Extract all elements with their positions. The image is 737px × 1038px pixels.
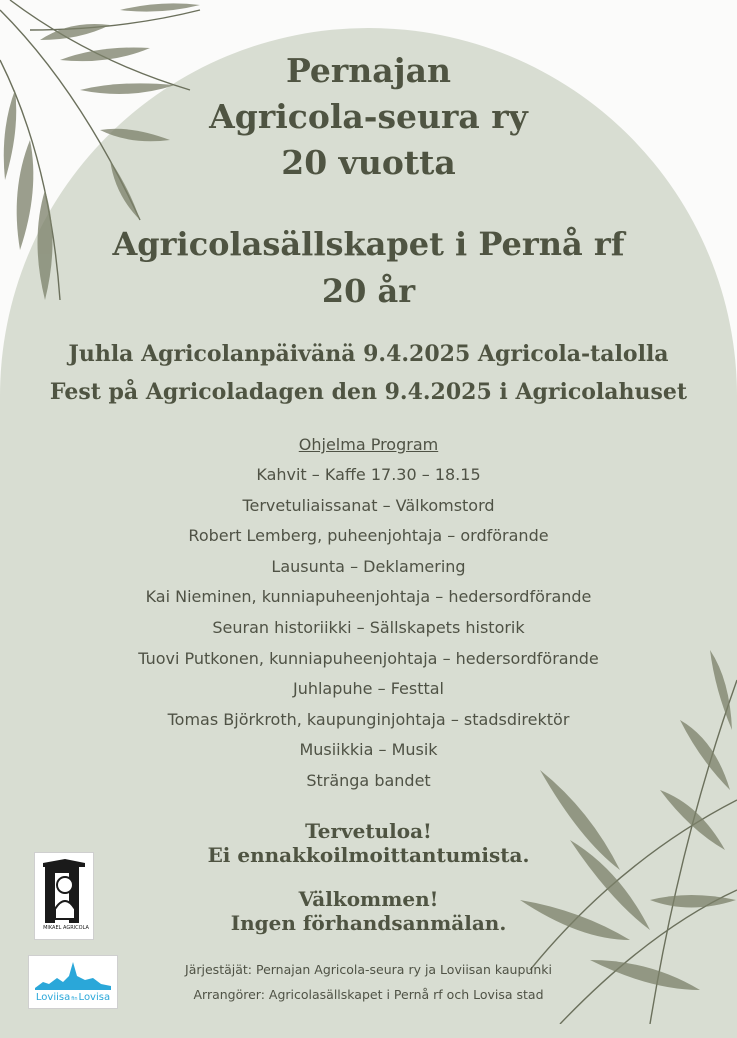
program-item: Juhlapuhe – Festtal bbox=[292, 679, 444, 699]
loviisa-logo-fi: Loviisa bbox=[35, 992, 71, 1003]
program-heading: Ohjelma Program bbox=[298, 435, 439, 454]
program-item: Seuran historiikki – Sällskapets historik bbox=[212, 618, 525, 637]
mikael-agricola-logo bbox=[34, 852, 94, 940]
welcome-fi-2: Ei ennakkoilmoittantumista. bbox=[207, 843, 530, 867]
program-item: Stränga bandet bbox=[306, 771, 431, 790]
title-line5: 20 år bbox=[321, 272, 416, 310]
subtitle-sv: Fest på Agricoladagen den 9.4.2025 i Agricolahuset bbox=[49, 379, 688, 405]
program-item: Lausunta – Deklamering bbox=[271, 556, 466, 576]
title-line2: Agricola-seura ry bbox=[209, 97, 528, 136]
title-line4: Agricolasällskapet i Pernå rf bbox=[112, 225, 625, 263]
program-item: Kai Nieminen, kunniapuheenjohtaja – hedersordförande bbox=[145, 587, 592, 607]
organizers-fi: Järjestäjät: Pernajan Agricola-seura ry ja Loviisan kaupunki bbox=[185, 962, 552, 977]
loviisa-logo-sv: Lovisa bbox=[78, 992, 111, 1003]
program-item: Tuovi Putkonen, kunniapuheenjohtaja – hedersordförande bbox=[138, 648, 599, 668]
welcome-sv-2: Ingen förhandsanmälan. bbox=[230, 911, 507, 935]
program-item: Tomas Björkroth, kaupunginjohtaja – stadsdirektör bbox=[167, 709, 570, 729]
loviisa-logo-sep: fin bbox=[71, 996, 78, 1002]
program-item: Kahvit – Kaffe 17.30 – 18.15 bbox=[256, 465, 481, 484]
welcome-fi-1: Tervetuloa! bbox=[305, 819, 432, 843]
welcome-sv-1: Välkommen! bbox=[298, 887, 439, 911]
program-item: Tervetuliaissanat – Välkomstord bbox=[242, 495, 495, 515]
title-line3: 20 vuotta bbox=[281, 143, 456, 182]
subtitle-fi: Juhla Agricolanpäivänä 9.4.2025 Agricola-talolla bbox=[68, 341, 669, 367]
program-item: Robert Lemberg, puheenjohtaja – ordförande bbox=[188, 526, 549, 546]
organizers-sv: Arrangörer: Agricolasällskapet i Pernå rf och Lovisa stad bbox=[193, 987, 544, 1002]
loviisa-logo-text bbox=[31, 991, 115, 1006]
title-line1: Pernajan bbox=[286, 51, 451, 90]
agricola-logo-text: MIKAEL AGRICOLA bbox=[43, 925, 89, 931]
program-item: Musiikkia – Musik bbox=[299, 740, 438, 760]
loviisa-lovisa-logo bbox=[28, 955, 118, 1009]
